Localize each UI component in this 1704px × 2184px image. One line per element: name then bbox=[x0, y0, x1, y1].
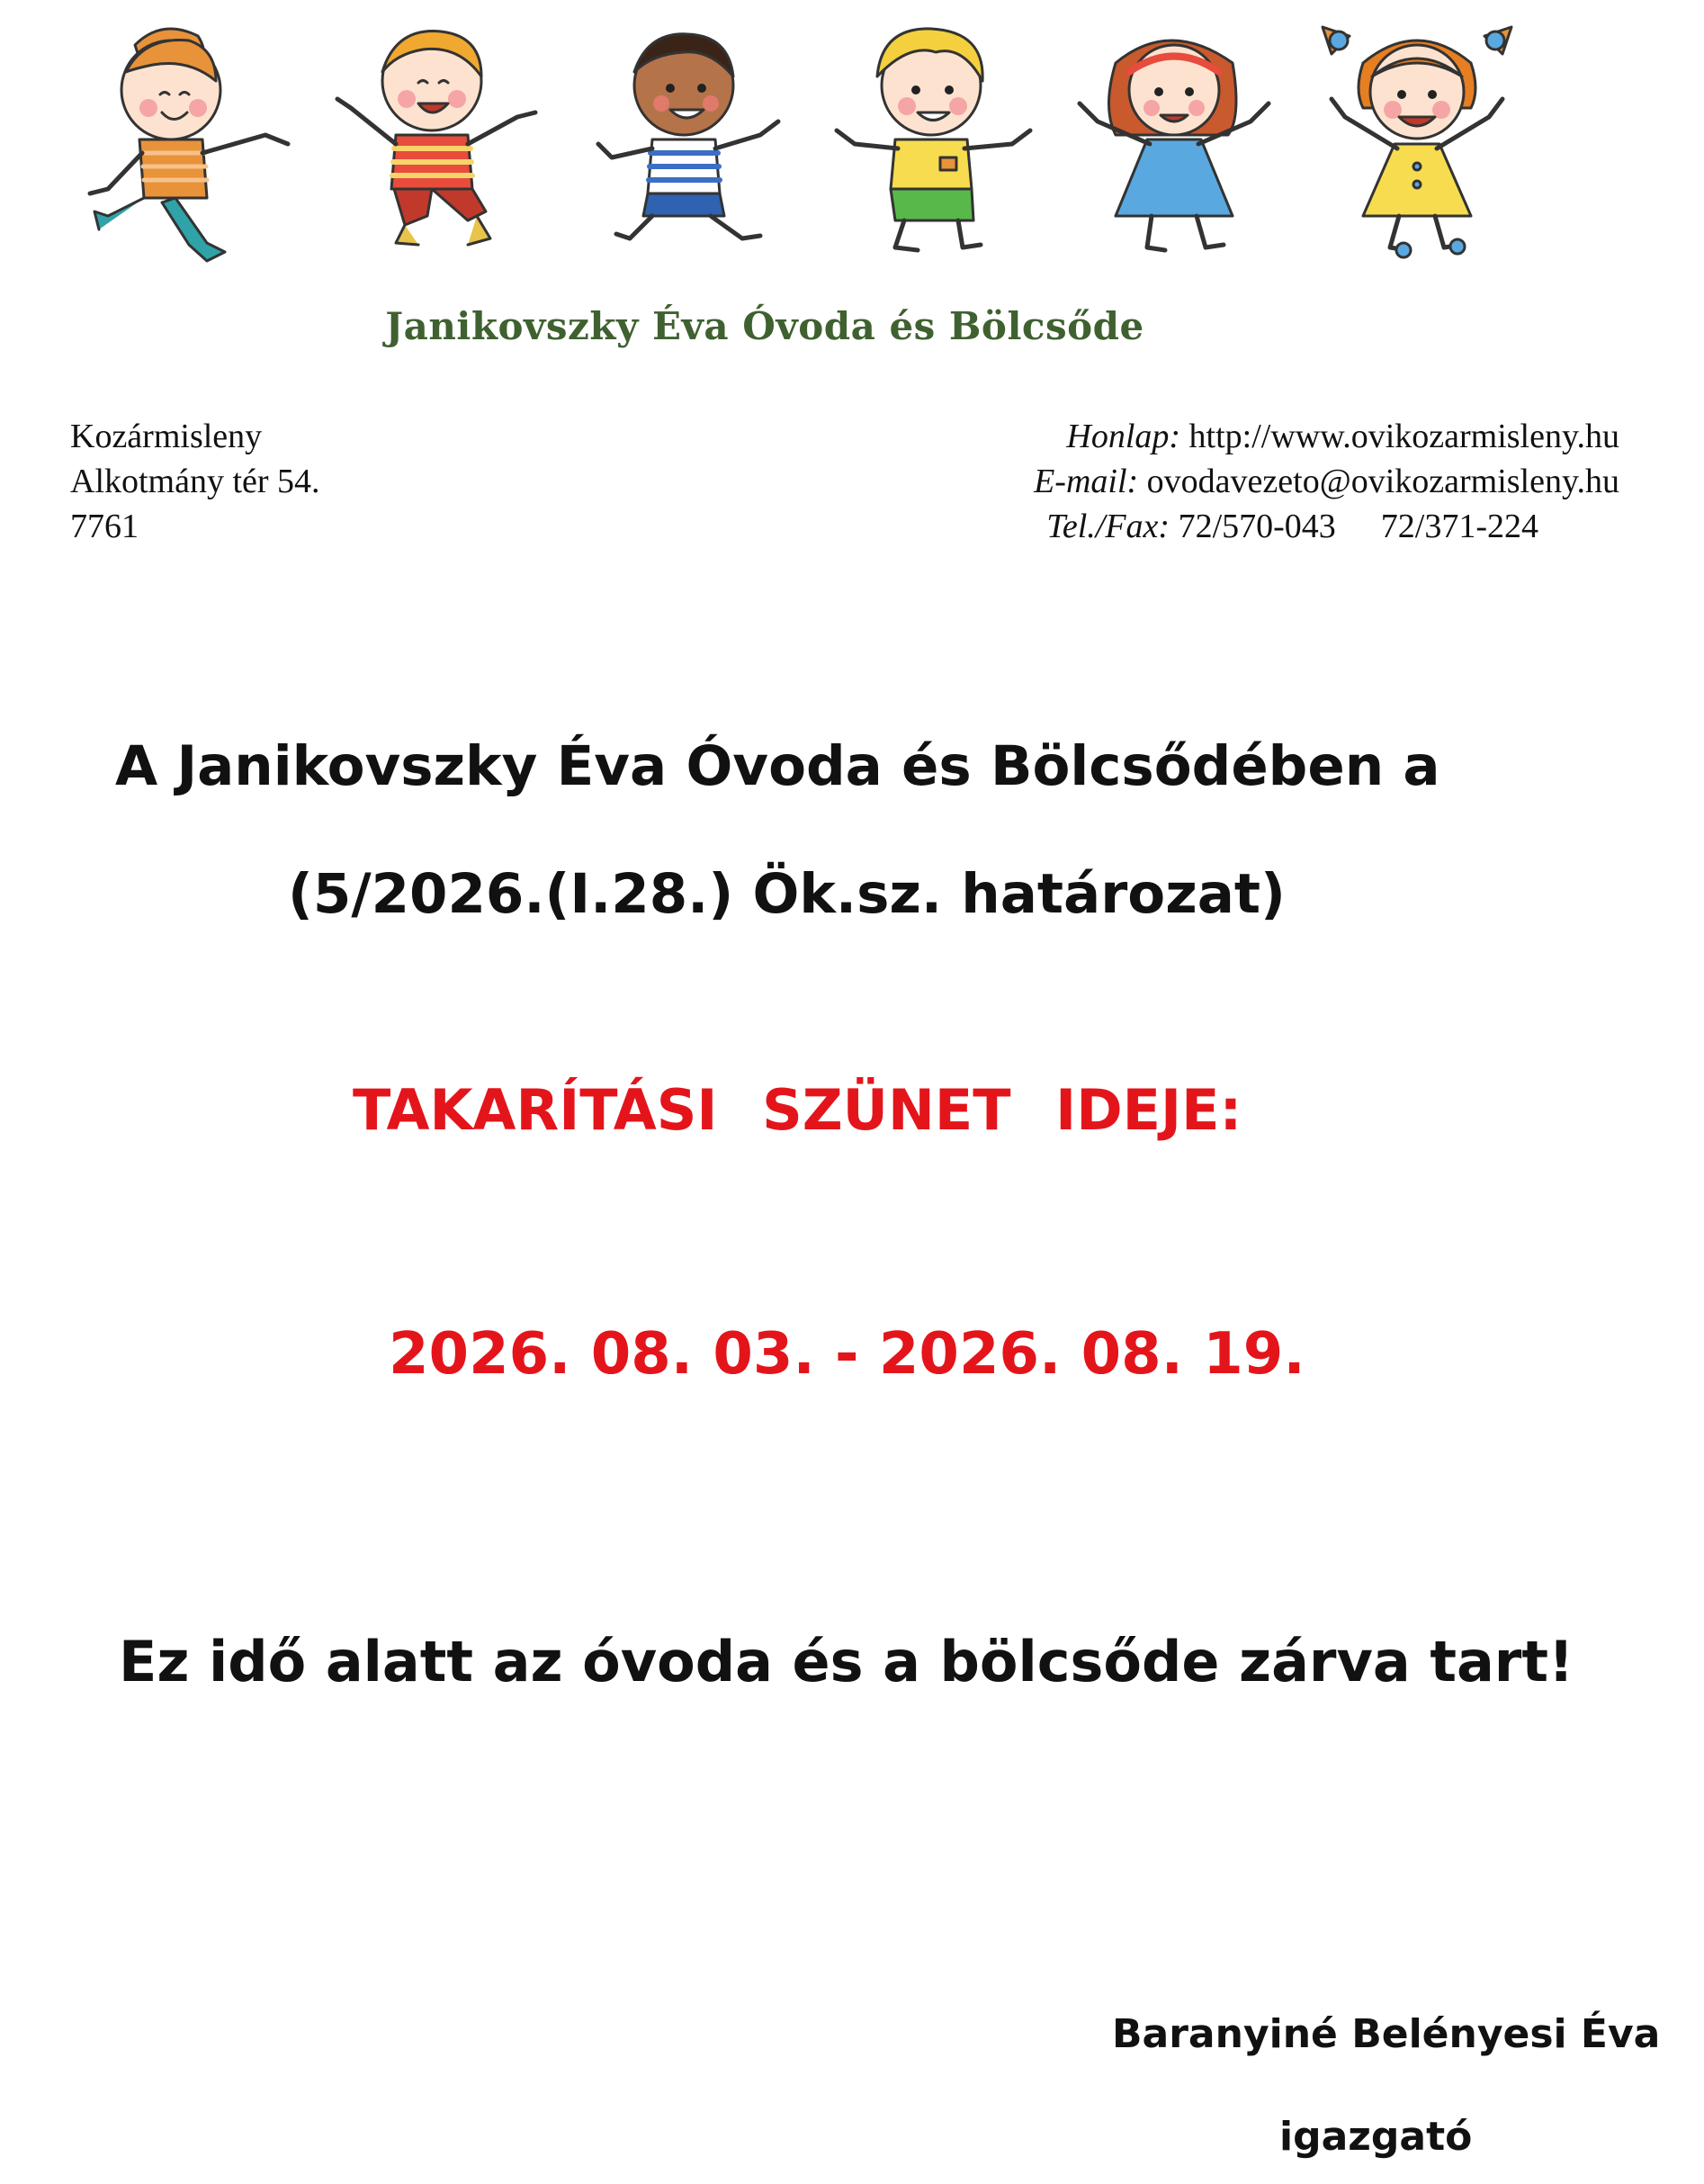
school-name: Janikovszky Éva Óvoda és Bölcsőde bbox=[385, 304, 1144, 348]
kid-3 bbox=[598, 34, 778, 238]
tel-line bbox=[1034, 504, 1619, 549]
website-line bbox=[1034, 414, 1619, 459]
website-label: Honlap: bbox=[1066, 418, 1181, 455]
notice-line-1: A Janikovszky Éva Óvoda és Bölcsődében a bbox=[115, 734, 1440, 798]
email-link[interactable]: ovodavezeto@ovikozarmisleny.hu bbox=[1146, 463, 1619, 500]
kid-4 bbox=[837, 29, 1030, 250]
cleaning-break-title: TAKARÍTÁSI SZÜNET IDEJE: bbox=[353, 1077, 1242, 1143]
address-zip: 7761 bbox=[70, 508, 139, 545]
tel-number-1: 72/570-043 bbox=[1178, 508, 1336, 545]
closed-notice: Ez idő alatt az óvoda és a bölcsőde zárva tart! bbox=[119, 1629, 1574, 1694]
website-link[interactable]: http://www.ovikozarmisleny.hu bbox=[1188, 418, 1619, 455]
kid-2 bbox=[337, 31, 535, 245]
address-street: Alkotmány tér 54. bbox=[70, 463, 320, 500]
email-line bbox=[1034, 459, 1619, 504]
notice-line-2: (5/2026.(I.28.) Ök.sz. határozat) bbox=[288, 862, 1286, 926]
kid-6 bbox=[1323, 27, 1511, 257]
address-block bbox=[70, 414, 320, 549]
signatory-name: Baranyiné Belényesi Éva bbox=[1112, 2011, 1661, 2057]
signatory-role: igazgató bbox=[1279, 2114, 1473, 2160]
tel-number-2: 72/371-224 bbox=[1380, 508, 1538, 545]
tel-label: Tel./Fax: bbox=[1046, 508, 1170, 545]
kid-5 bbox=[1080, 40, 1269, 250]
contact-block bbox=[1034, 414, 1619, 549]
kid-1 bbox=[90, 29, 288, 261]
email-label: E-mail: bbox=[1034, 463, 1139, 500]
address-city: Kozármisleny bbox=[70, 418, 263, 455]
cleaning-break-dates: 2026. 08. 03. - 2026. 08. 19. bbox=[389, 1321, 1305, 1388]
children-illustration bbox=[72, 9, 1556, 270]
